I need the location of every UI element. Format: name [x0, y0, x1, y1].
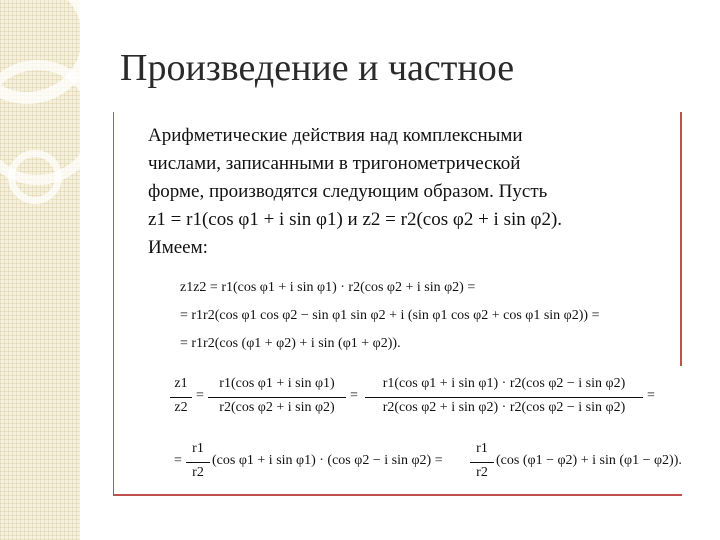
slide-body [148, 122, 678, 262]
body-line: Имеем: [148, 237, 208, 258]
fraction-bar [208, 397, 346, 398]
equals-sign: = [647, 388, 655, 403]
product-line-2: = r1r2(cos φ1 cos φ2 − sin φ1 sin φ2 + i (sin φ1 cos φ2 + cos φ1 sin φ2)) = [180, 308, 600, 323]
equals-sign: = [350, 388, 358, 403]
r-numerator: r1 [192, 441, 204, 456]
quotient-middle: (cos φ1 + i sin φ1) · (cos φ2 − i sin φ2) = [212, 453, 443, 468]
quotient-result: (cos (φ1 − φ2) + i sin (φ1 − φ2)). [496, 453, 682, 468]
fraction-bar [186, 462, 210, 463]
body-line: форме, производятся следующим образом. Пусть [148, 181, 548, 202]
body-line: z1 = r1(cos φ1 + i sin φ1) и z2 = r2(cos φ2 + i sin φ2). [148, 209, 563, 230]
product-formula [174, 276, 664, 360]
decorative-sidebar [0, 0, 80, 540]
r-denominator: r2 [476, 465, 488, 480]
decorative-ring [8, 150, 62, 204]
fraction-bar [365, 397, 643, 398]
fraction-bar [470, 462, 494, 463]
fraction-2-numerator: r1(cos φ1 + i sin φ1) · r2(cos φ2 − i sin φ2) [382, 376, 626, 391]
fraction-1-denominator: r2(cos φ2 + i sin φ2) [219, 400, 335, 415]
equals-sign: = [196, 388, 204, 403]
body-line: числами, записанными в тригонометрической [148, 153, 521, 174]
slide-title: Произведение и частное [120, 47, 515, 89]
fraction-bar [170, 397, 192, 398]
product-line-1: z1z2 = r1(cos φ1 + i sin φ1) · r2(cos φ2 + i sin φ2) = [180, 280, 476, 295]
quotient-formula [170, 366, 700, 494]
fraction-1-numerator: r1(cos φ1 + i sin φ1) [219, 376, 335, 391]
equals-sign: = [174, 453, 182, 468]
z-numerator: z1 [174, 376, 188, 391]
r-denominator: r2 [192, 465, 204, 480]
z-denominator: z2 [174, 400, 188, 415]
body-line: Арифметические действия над комплексными [148, 125, 523, 146]
fraction-2-denominator: r2(cos φ2 + i sin φ2) · r2(cos φ2 − i sin φ2) [382, 400, 626, 415]
product-line-3: = r1r2(cos (φ1 + φ2) + i sin (φ1 + φ2)). [180, 336, 401, 351]
r-numerator: r1 [476, 441, 488, 456]
